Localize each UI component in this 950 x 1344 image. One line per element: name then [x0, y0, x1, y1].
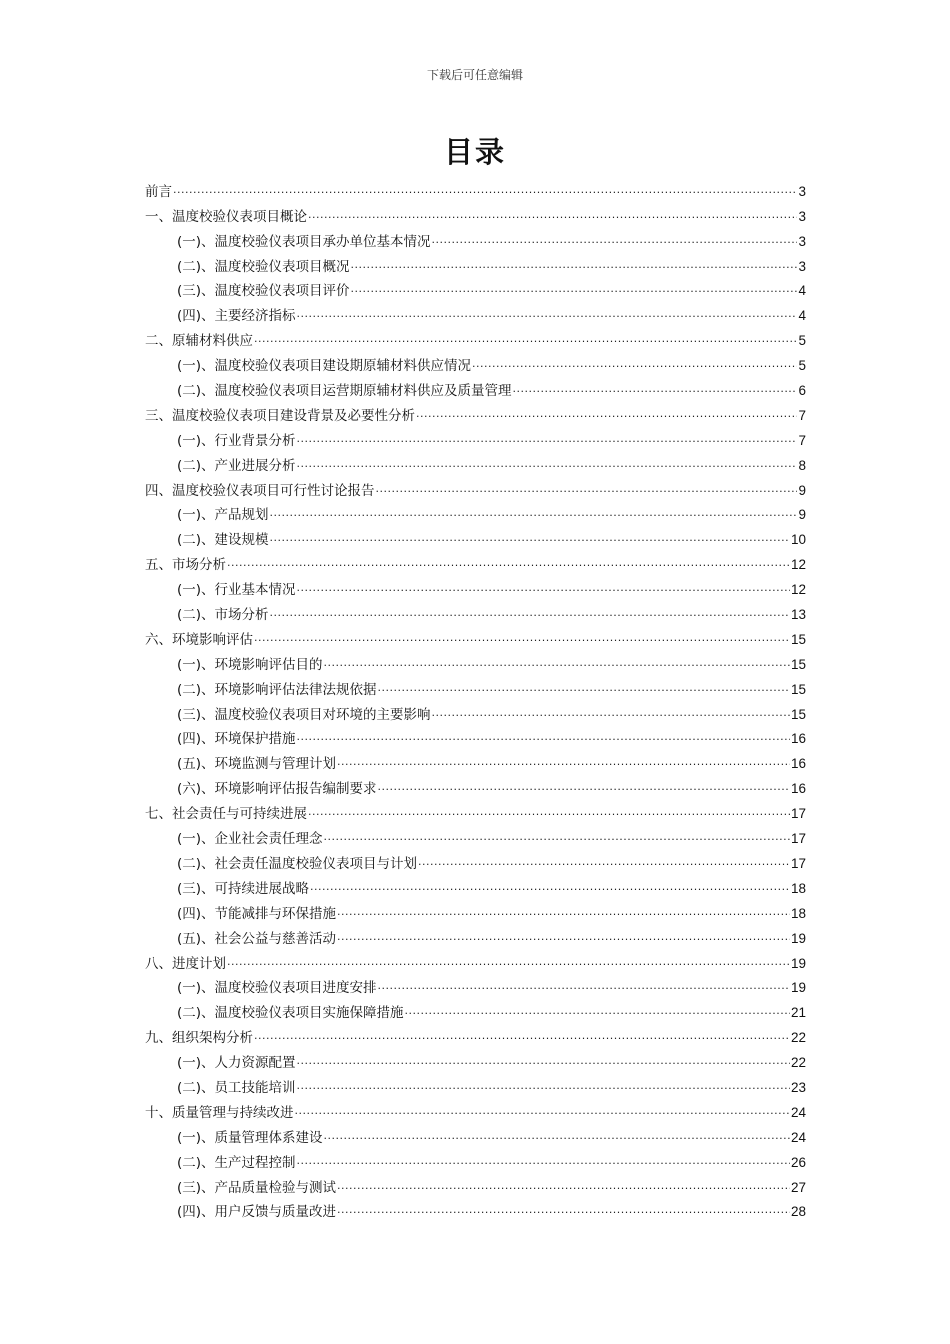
- toc-entry-page: 17: [790, 831, 806, 847]
- toc-entry-label: (二)、建设规模: [177, 532, 269, 549]
- toc-leader-dots: [297, 1154, 790, 1172]
- toc-leader-dots: [432, 706, 790, 724]
- toc-leader-dots: [324, 830, 790, 848]
- toc-entry-page: 10: [790, 532, 806, 548]
- toc-entry[interactable]: [145, 201, 806, 226]
- toc-entry[interactable]: [145, 973, 806, 998]
- toc-entry-label: 一、温度校验仪表项目概论: [145, 208, 307, 225]
- toc-entry[interactable]: [145, 300, 806, 325]
- header-note: 下载后可任意编辑: [426, 68, 523, 82]
- toc-leader-dots: [297, 730, 790, 748]
- toc-leader-dots: [351, 258, 798, 276]
- toc-entry[interactable]: [145, 325, 806, 350]
- toc-entry-page: 6: [798, 383, 806, 399]
- toc-entry-label: (四)、用户反馈与质量改进: [177, 1204, 337, 1221]
- toc-entry-page: 23: [790, 1079, 806, 1095]
- toc-entry[interactable]: [145, 923, 806, 948]
- toc-leader-dots: [227, 955, 790, 973]
- toc-entry-label: (一)、行业背景分析: [177, 432, 296, 449]
- toc-entry-label: 三、温度校验仪表项目建设背景及必要性分析: [145, 407, 415, 424]
- toc-entry-label: 六、环境影响评估: [145, 631, 253, 648]
- toc-entry-page: 7: [798, 432, 806, 448]
- toc-entry[interactable]: [145, 375, 806, 400]
- toc-entry[interactable]: [145, 649, 806, 674]
- toc-entry-label: (二)、生产过程控制: [177, 1154, 296, 1171]
- toc-leader-dots: [432, 233, 798, 251]
- toc-entry-page: 4: [798, 283, 806, 299]
- toc-entry-page: 28: [790, 1204, 806, 1220]
- toc-entry-label: (一)、质量管理体系建设: [177, 1129, 323, 1146]
- toc-entry-label: 前言: [145, 183, 172, 200]
- toc-entry[interactable]: [145, 475, 806, 500]
- toc-leader-dots: [297, 581, 790, 599]
- toc-leader-dots: [378, 979, 790, 997]
- toc-entry[interactable]: [145, 226, 806, 251]
- toc-entry-page: 22: [790, 1030, 806, 1046]
- toc-entry-page: 16: [790, 756, 806, 772]
- toc-entry[interactable]: [145, 400, 806, 425]
- toc-entry-label: (三)、温度校验仪表项目对环境的主要影响: [177, 706, 431, 723]
- toc-entry[interactable]: [145, 898, 806, 923]
- toc-entry-page: 9: [798, 482, 806, 498]
- toc-entry-page: 15: [790, 681, 806, 697]
- toc-entry-label: (一)、温度校验仪表项目承办单位基本情况: [177, 233, 431, 250]
- toc-leader-dots: [337, 930, 790, 948]
- toc-entry-label: (五)、环境监测与管理计划: [177, 756, 337, 773]
- toc-entry[interactable]: [145, 425, 806, 450]
- toc-leader-dots: [416, 407, 797, 425]
- toc-entry-label: (一)、企业社会责任理念: [177, 831, 323, 848]
- toc-entry[interactable]: [145, 997, 806, 1022]
- toc-entry[interactable]: [145, 1147, 806, 1172]
- toc-entry[interactable]: [145, 251, 806, 276]
- page-title: 目录: [443, 135, 506, 169]
- toc-entry-page: 24: [790, 1104, 806, 1120]
- toc-entry-page: 18: [790, 905, 806, 921]
- toc-leader-dots: [254, 631, 790, 649]
- toc-entry-page: 17: [790, 855, 806, 871]
- toc-entry-label: (二)、温度校验仪表项目概况: [177, 258, 350, 275]
- toc-entry-label: 九、组织架构分析: [145, 1030, 253, 1047]
- toc-entry-page: 3: [798, 183, 806, 199]
- toc-leader-dots: [324, 1129, 790, 1147]
- toc-entry[interactable]: [145, 176, 806, 201]
- toc-leader-dots: [270, 606, 790, 624]
- toc-entry-label: (二)、市场分析: [177, 607, 269, 624]
- toc-entry[interactable]: [145, 1097, 806, 1122]
- toc-entry-label: (四)、主要经济指标: [177, 308, 296, 325]
- toc-entry-page: 7: [798, 407, 806, 423]
- toc-leader-dots: [418, 855, 790, 873]
- toc-leader-dots: [351, 282, 798, 300]
- toc-leader-dots: [297, 1079, 790, 1097]
- toc-entry-page: 9: [798, 507, 806, 523]
- toc-entry-label: (一)、环境影响评估目的: [177, 656, 323, 673]
- toc-entry-page: 15: [790, 656, 806, 672]
- toc-entry[interactable]: [145, 1072, 806, 1097]
- toc-entry[interactable]: [145, 549, 806, 574]
- toc-leader-dots: [270, 531, 790, 549]
- toc-entry-page: 19: [790, 930, 806, 946]
- toc-leader-dots: [337, 755, 790, 773]
- toc-entry-label: (四)、节能减排与环保措施: [177, 905, 337, 922]
- toc-entry-label: (一)、人力资源配置: [177, 1055, 296, 1072]
- toc-leader-dots: [378, 780, 790, 798]
- toc-entry-label: (一)、行业基本情况: [177, 582, 296, 599]
- toc-leader-dots: [254, 1029, 790, 1047]
- toc-leader-dots: [227, 556, 790, 574]
- toc-entry-label: (四)、环境保护措施: [177, 731, 296, 748]
- toc-entry[interactable]: [145, 624, 806, 649]
- toc-entry-label: (二)、产业进展分析: [177, 457, 296, 474]
- toc-entry[interactable]: [145, 848, 806, 873]
- toc-entry[interactable]: [145, 873, 806, 898]
- toc-entry-page: 13: [790, 607, 806, 623]
- toc-leader-dots: [270, 506, 798, 524]
- toc-entry[interactable]: [145, 748, 806, 773]
- toc-leader-dots: [472, 357, 797, 375]
- toc-leader-dots: [173, 183, 797, 201]
- toc-entry-label: (二)、温度校验仪表项目运营期原辅材料供应及质量管理: [177, 383, 512, 400]
- toc-entry[interactable]: [145, 1022, 806, 1047]
- toc-entry-page: 19: [790, 980, 806, 996]
- toc-entry-page: 15: [790, 706, 806, 722]
- toc-leader-dots: [337, 1203, 790, 1221]
- toc-entry-label: (三)、温度校验仪表项目评价: [177, 283, 350, 300]
- toc-entry[interactable]: [145, 500, 806, 525]
- toc-entry-page: 16: [790, 731, 806, 747]
- toc-entry-page: 5: [798, 333, 806, 349]
- toc-entry-label: (二)、社会责任温度校验仪表项目与计划: [177, 855, 418, 872]
- toc-entry-page: 17: [790, 806, 806, 822]
- toc-entry[interactable]: [145, 450, 806, 475]
- toc-leader-dots: [297, 432, 798, 450]
- toc-entry-page: 3: [798, 208, 806, 224]
- toc-leader-dots: [308, 805, 790, 823]
- toc-entry-label: 十、质量管理与持续改进: [145, 1104, 294, 1121]
- toc-entry-page: 3: [798, 258, 806, 274]
- toc-entry-label: (二)、员工技能培训: [177, 1079, 296, 1096]
- toc-entry-page: 12: [790, 582, 806, 598]
- toc-entry-label: (二)、温度校验仪表项目实施保障措施: [177, 1005, 404, 1022]
- toc-entry[interactable]: [145, 276, 806, 301]
- toc-leader-dots: [297, 457, 798, 475]
- toc-leader-dots: [405, 1004, 790, 1022]
- toc-leader-dots: [310, 880, 790, 898]
- toc-entry[interactable]: [145, 350, 806, 375]
- toc-entry[interactable]: [145, 1047, 806, 1072]
- toc-entry-page: 18: [790, 880, 806, 896]
- toc-entry[interactable]: [145, 1172, 806, 1197]
- toc-entry-page: 19: [790, 955, 806, 971]
- toc-entry[interactable]: [145, 674, 806, 699]
- toc-leader-dots: [295, 1104, 790, 1122]
- toc-entry-page: 8: [798, 457, 806, 473]
- toc-entry[interactable]: [145, 1197, 806, 1222]
- toc-leader-dots: [324, 656, 790, 674]
- toc-entry-page: 21: [790, 1005, 806, 1021]
- toc-leader-dots: [337, 1179, 790, 1197]
- toc-leader-dots: [378, 681, 790, 699]
- toc-entry-label: (五)、社会公益与慈善活动: [177, 930, 337, 947]
- toc-entry[interactable]: [145, 574, 806, 599]
- toc-entry[interactable]: [145, 798, 806, 823]
- toc-entry[interactable]: [145, 823, 806, 848]
- toc-leader-dots: [513, 382, 798, 400]
- toc-entry-label: 二、原辅材料供应: [145, 333, 253, 350]
- toc-leader-dots: [337, 905, 790, 923]
- toc-leader-dots: [376, 482, 798, 500]
- toc-entry-label: (一)、温度校验仪表项目进度安排: [177, 980, 377, 997]
- toc-entry-page: 22: [790, 1055, 806, 1071]
- toc-entry[interactable]: [145, 948, 806, 973]
- toc-entry-page: 15: [790, 631, 806, 647]
- toc-entry-page: 16: [790, 781, 806, 797]
- toc-entry-label: (二)、环境影响评估法律法规依据: [177, 681, 377, 698]
- toc-leader-dots: [308, 208, 797, 226]
- toc-entry-label: (三)、产品质量检验与测试: [177, 1179, 337, 1196]
- toc-entry-page: 3: [798, 233, 806, 249]
- toc-entry-label: 八、进度计划: [145, 955, 226, 972]
- toc-entry-label: 五、市场分析: [145, 557, 226, 574]
- toc-entry[interactable]: [145, 599, 806, 624]
- toc-leader-dots: [254, 332, 797, 350]
- toc-entry[interactable]: [145, 699, 806, 724]
- toc-entry-label: 四、温度校验仪表项目可行性讨论报告: [145, 482, 375, 499]
- toc-entry-page: 24: [790, 1129, 806, 1145]
- toc-entry-page: 12: [790, 557, 806, 573]
- toc-entry-label: (一)、产品规划: [177, 507, 269, 524]
- toc-entry[interactable]: [145, 1122, 806, 1147]
- toc-entry[interactable]: [145, 724, 806, 749]
- table-of-contents: [145, 176, 806, 1221]
- toc-entry-page: 5: [798, 358, 806, 374]
- toc-leader-dots: [297, 307, 798, 325]
- toc-entry-label: (六)、环境影响评估报告编制要求: [177, 781, 377, 798]
- toc-entry-label: 七、社会责任与可持续进展: [145, 806, 307, 823]
- toc-entry[interactable]: [145, 524, 806, 549]
- toc-entry-label: (一)、温度校验仪表项目建设期原辅材料供应情况: [177, 358, 472, 375]
- toc-entry-label: (三)、可持续进展战略: [177, 880, 310, 897]
- toc-entry[interactable]: [145, 773, 806, 798]
- toc-entry-page: 4: [798, 308, 806, 324]
- toc-leader-dots: [297, 1054, 790, 1072]
- toc-entry-page: 26: [790, 1154, 806, 1170]
- toc-entry-page: 27: [790, 1179, 806, 1195]
